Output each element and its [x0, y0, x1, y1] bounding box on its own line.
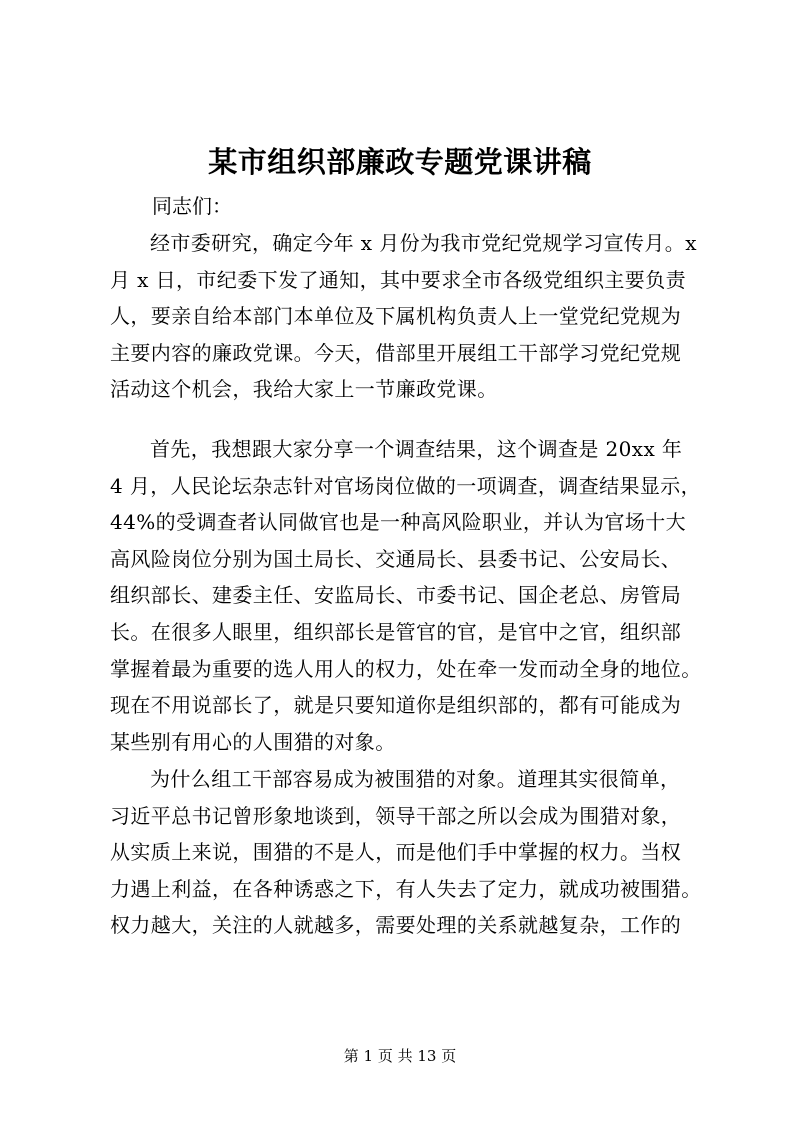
paragraph-line: 4 月，人民论坛杂志针对官场岗位做的一项调查，调查结果显示， — [110, 473, 702, 498]
paragraph-line: 人，要亲自给本部门本单位及下属机构负责人上一堂党纪党规为 — [110, 304, 682, 329]
paragraph-line: 掌握着最为重要的选人用人的权力，处在牵一发而动全身的地位。 — [110, 656, 702, 681]
paragraph-3 — [110, 761, 710, 944]
paragraph-line: 习近平总书记曾形象地谈到，领导干部之所以会成为围猎对象， — [110, 803, 682, 828]
paragraph-line: 44%的受调查者认同做官也是一种高风险职业，并认为官场十大 — [110, 510, 687, 535]
paragraph-2 — [110, 431, 710, 760]
paragraph-line: 某些别有用心的人围猎的对象。 — [110, 729, 396, 754]
paragraph-line: 组织部长、建委主任、安监局长、市委书记、国企老总、房管局 — [110, 583, 682, 608]
greeting-line: 同志们： — [152, 194, 232, 218]
paragraph-line: 现在不用说部长了，就是只要知道你是组织部的，都有可能成为 — [110, 693, 682, 718]
paragraph-line: 活动这个机会，我给大家上一节廉政党课。 — [110, 377, 498, 402]
document-title: 某市组织部廉政专题党课讲稿 — [208, 145, 592, 179]
paragraph-line: 高风险岗位分别为国土局长、交通局长、县委书记、公安局长、 — [110, 546, 682, 571]
paragraph-line: 首先，我想跟大家分享一个调查结果，这个调查是 20xx 年 — [150, 437, 683, 461]
page-number-footer: 第 1 页 共 13 页 — [343, 1047, 457, 1065]
paragraph-line: 月 x 日，市纪委下发了通知，其中要求全市各级党组织主要负责 — [110, 267, 686, 292]
paragraph-line: 主要内容的廉政党课。今天，借部里开展组工干部学习党纪党规 — [110, 340, 682, 365]
paragraph-line: 经市委研究，确定今年 x 月份为我市党纪党规学习宣传月。x — [150, 231, 697, 255]
paragraph-line: 为什么组工干部容易成为被围猎的对象。道理其实很简单， — [150, 767, 681, 791]
paragraph-line: 力遇上利益，在各种诱惑之下，有人失去了定力，就成功被围猎。 — [110, 876, 702, 901]
paragraph-1 — [110, 225, 710, 408]
paragraph-line: 权力越大，关注的人就越多，需要处理的关系就越复杂，工作的 — [110, 913, 682, 938]
paragraph-line: 长。在很多人眼里，组织部长是管官的官，是官中之官，组织部 — [110, 619, 682, 644]
paragraph-line: 从实质上来说，围猎的不是人，而是他们手中掌握的权力。当权 — [110, 840, 682, 865]
